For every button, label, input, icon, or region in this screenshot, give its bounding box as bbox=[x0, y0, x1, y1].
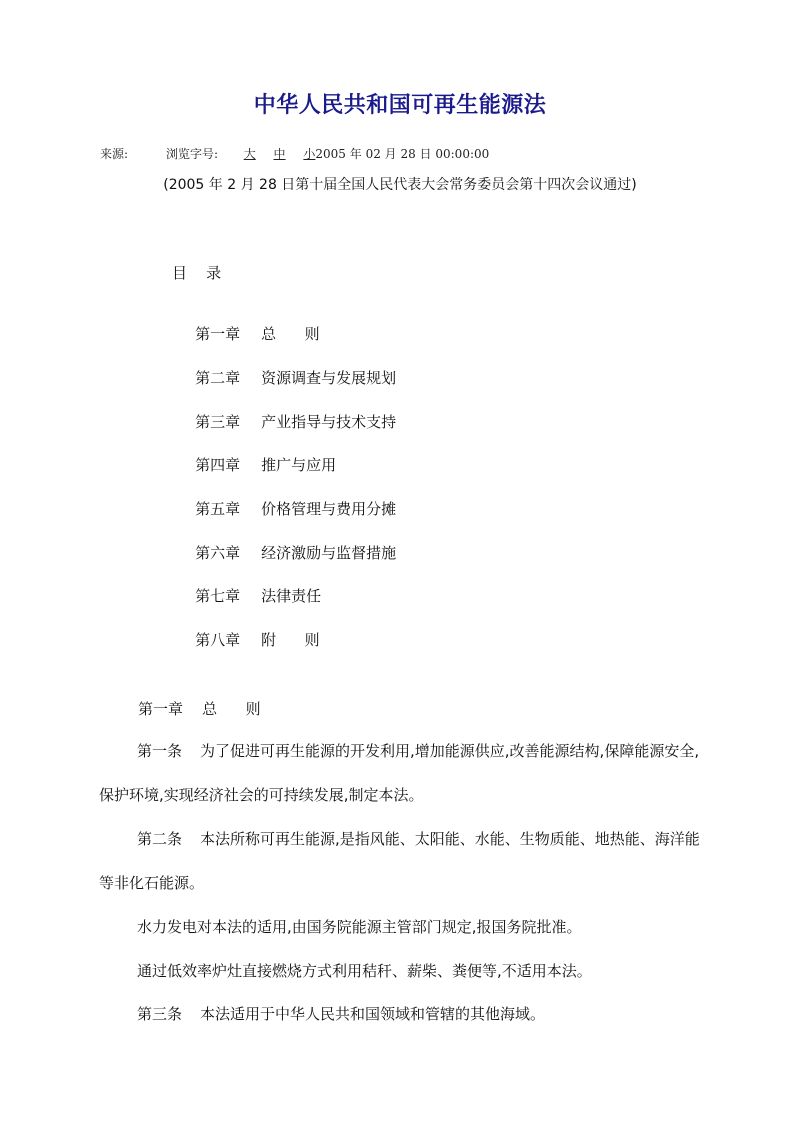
toc-item-number: 第八章 bbox=[195, 631, 241, 649]
toc-item-number: 第二章 bbox=[195, 369, 241, 387]
article-text: 水力发电对本法的适用,由国务院能源主管部门规定,报国务院批准。 bbox=[137, 918, 582, 936]
font-size-control bbox=[166, 145, 489, 162]
article-label: 第一条 bbox=[137, 742, 183, 760]
toc-item-title: 价格管理与费用分摊 bbox=[261, 500, 397, 518]
article-label: 第三条 bbox=[137, 1005, 183, 1023]
article-paragraph bbox=[99, 905, 709, 949]
toc-item-number: 第六章 bbox=[195, 544, 241, 562]
toc-item-title: 资源调查与发展规划 bbox=[261, 369, 397, 387]
toc-heading: 目 录 bbox=[172, 264, 222, 282]
toc-item-number: 第三章 bbox=[195, 413, 241, 431]
article-paragraph bbox=[99, 817, 709, 905]
toc-item-title: 经济激励与监督措施 bbox=[261, 544, 397, 562]
font-size-label: 浏览字号: bbox=[166, 147, 219, 161]
toc-item-title: 总 则 bbox=[261, 325, 320, 343]
article-text: 通过低效率炉灶直接燃烧方式利用秸秆、薪柴、粪便等,不适用本法。 bbox=[137, 962, 592, 980]
publish-datetime: 2005 年 02 月 28 日 00:00:00 bbox=[315, 147, 490, 161]
article-text: 为了促进可再生能源的开发利用,增加能源供应,改善能源结构,保障能源安全,保护环境,实现经济社会的可持续发展,制定本法。 bbox=[99, 742, 700, 804]
toc-item-title: 推广与应用 bbox=[261, 456, 337, 474]
toc-item-number: 第一章 bbox=[195, 325, 241, 343]
font-size-medium-link[interactable]: 中 bbox=[273, 147, 286, 161]
chapter-heading: 第一章 总 则 bbox=[138, 700, 261, 718]
toc-item-title: 产业指导与技术支持 bbox=[261, 413, 397, 431]
toc-item-title: 附 则 bbox=[261, 631, 320, 649]
article-paragraph bbox=[99, 992, 709, 1036]
article-paragraph bbox=[99, 729, 709, 817]
adoption-note: (2005 年 2 月 28 日第十届全国人民代表大会常务委员会第十四次会议通过) bbox=[163, 177, 637, 193]
toc-item-title: 法律责任 bbox=[261, 587, 322, 605]
font-size-large-link[interactable]: 大 bbox=[243, 147, 256, 161]
document-title: 中华人民共和国可再生能源法 bbox=[253, 93, 547, 118]
article-paragraph bbox=[99, 949, 709, 993]
source-label: 来源: bbox=[100, 147, 129, 161]
article-text: 本法适用于中华人民共和国领域和管辖的其他海域。 bbox=[200, 1005, 546, 1023]
article-label: 第二条 bbox=[137, 830, 183, 848]
toc-item[interactable] bbox=[176, 611, 320, 668]
font-size-small-link[interactable]: 小 bbox=[303, 147, 316, 161]
article-text: 本法所称可再生能源,是指风能、太阳能、水能、生物质能、地热能、海洋能等非化石能源。 bbox=[99, 830, 700, 892]
toc-item-number: 第五章 bbox=[195, 500, 241, 518]
toc-item-number: 第七章 bbox=[195, 587, 241, 605]
toc-item-number: 第四章 bbox=[195, 456, 241, 474]
